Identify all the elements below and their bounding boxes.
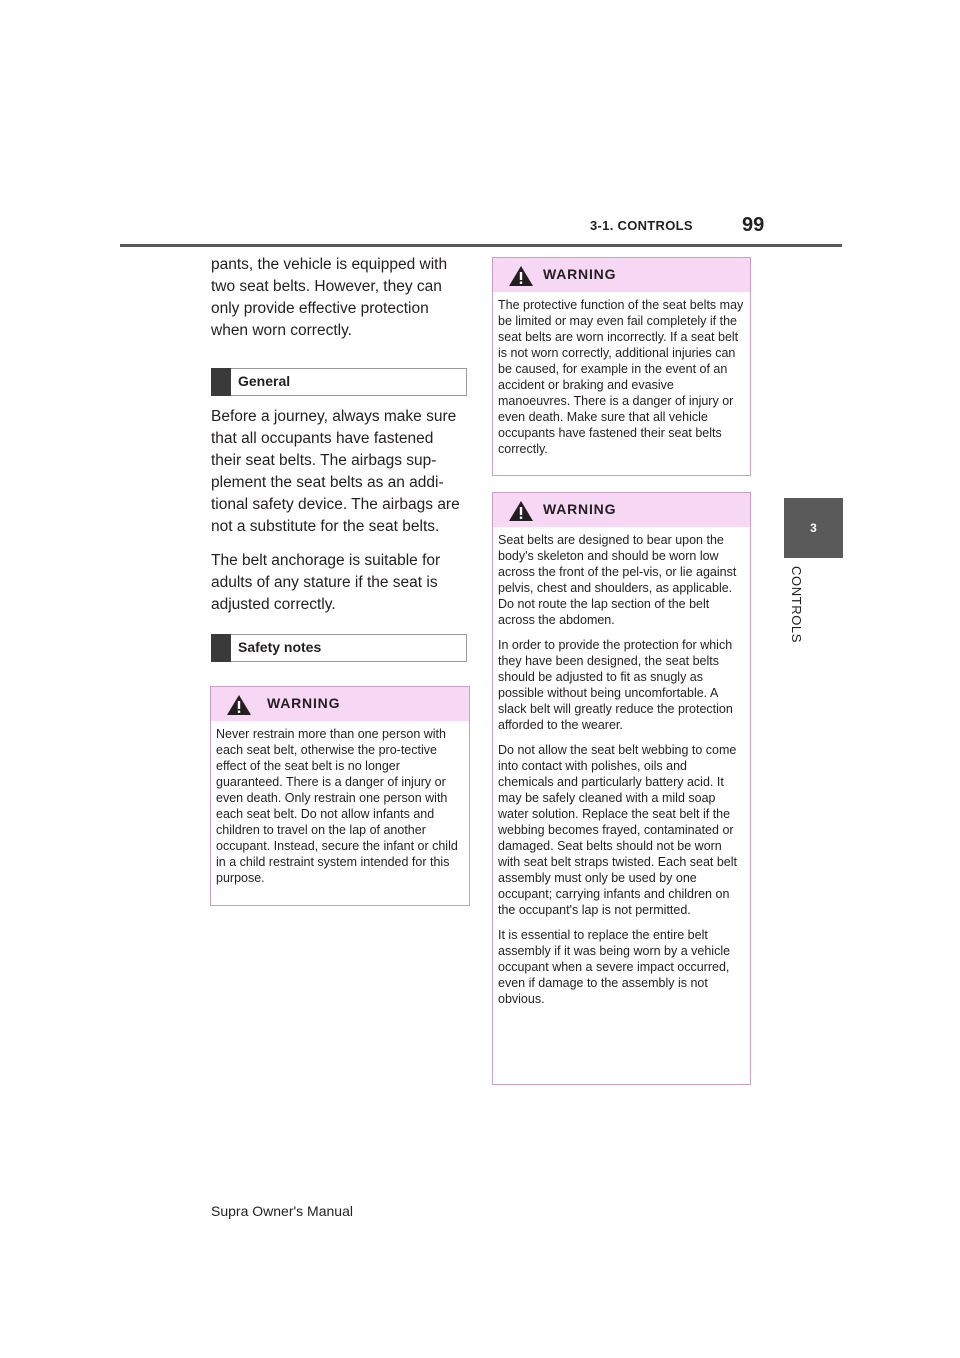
warning-text: Never restrain more than one person with each seat belt, otherwise the pro-tective effect of the seat belt is no longer guaranteed. There is a danger of injury or even death. Only restrain one person with each seat belt. Do not allow infants and children to travel on the lap of another occupant. Instead, secure the infant or child in a child restraint system intended for this purpose. — [216, 727, 458, 885]
intro-paragraph: pants, the vehicle is equipped with two seat belts. However, they can only provide effective protection when worn correctly. — [211, 256, 448, 339]
section-title: 3-1. CONTROLS — [590, 218, 693, 233]
section-heading-general — [211, 368, 467, 396]
warning-box-2 — [492, 257, 751, 476]
section-heading-safety-notes — [211, 634, 467, 662]
warning-box-1 — [210, 686, 470, 906]
warning-header — [493, 493, 750, 527]
warning-text: The protective function of the seat belts may be limited or may even fail completely if the seat belts are worn incorrectly. If a seat belt is not worn correctly, additional injuries can be caused, for example in the event of an accident or braking and evasive manoeuvres. There is a danger of injury or even death. Make sure that all vehicle occupants have fastened their seat belts correctly. — [498, 298, 744, 456]
warning-title: WARNING — [267, 695, 341, 711]
general-paragraph-1: Before a journey, always make sure that all occupants have fastened their seat belts. The airbags sup-plement the seat belts as an addi-tional safety device. The airbags are not a substitute for the seat belts. — [211, 408, 460, 535]
warning-body — [493, 527, 750, 1014]
heading-marker — [211, 368, 231, 396]
warning-paragraph: Seat belts are designed to bear upon the body's skeleton and should be worn low across the front of the pel-vis, or lie against pelvis, chest and shoulders, as applicable. Do not route the lap section of the belt across the abdomen. — [498, 533, 737, 627]
warning-title: WARNING — [543, 266, 617, 282]
warning-triangle-icon — [508, 500, 534, 522]
warning-triangle-icon — [508, 265, 534, 287]
footer-manual-title: Supra Owner's Manual — [211, 1203, 353, 1219]
header-divider — [120, 244, 842, 247]
warning-body — [211, 721, 469, 893]
left-column — [211, 254, 467, 662]
heading-text: General — [238, 373, 291, 389]
warning-header — [493, 258, 750, 292]
warning-title: WARNING — [543, 501, 617, 517]
warning-header — [211, 687, 469, 721]
page-number: 99 — [742, 214, 765, 236]
chapter-label — [786, 566, 806, 656]
warning-body — [493, 292, 750, 464]
chapter-label-text: CONTROLS — [789, 566, 804, 644]
warning-paragraph: In order to provide the protection for which they have been designed, the seat belts should be adjusted to fit as snugly as possible without being uncomfortable. A slack belt will greatly reduce the protection afforded to the wearer. — [498, 638, 733, 732]
warning-paragraph: Do not allow the seat belt webbing to come into contact with polishes, oils and chemicals and particularly battery acid. It may be safely cleaned with a mild soap water solution. Replace the seat belt if the webbing becomes frayed, contaminated or damaged. Seat belts should not be worn with seat belt straps twisted. Each seat belt assembly must only be used by one occupant; carrying infants and children on the occupant's lap is not permitted. — [498, 743, 738, 917]
warning-triangle-icon — [226, 694, 252, 716]
heading-marker — [211, 634, 231, 662]
chapter-number: 3 — [810, 521, 817, 535]
warning-paragraph: It is essential to replace the entire belt assembly if it was being worn by a vehicle occupant when a severe impact occurred, even if damage to the assembly is not obvious. — [498, 928, 731, 1006]
chapter-tab[interactable] — [784, 498, 843, 558]
heading-text: Safety notes — [238, 639, 322, 655]
warning-box-3 — [492, 492, 751, 1085]
general-paragraph-2: The belt anchorage is suitable for adults of any stature if the seat is adjusted correctly. — [211, 552, 441, 613]
